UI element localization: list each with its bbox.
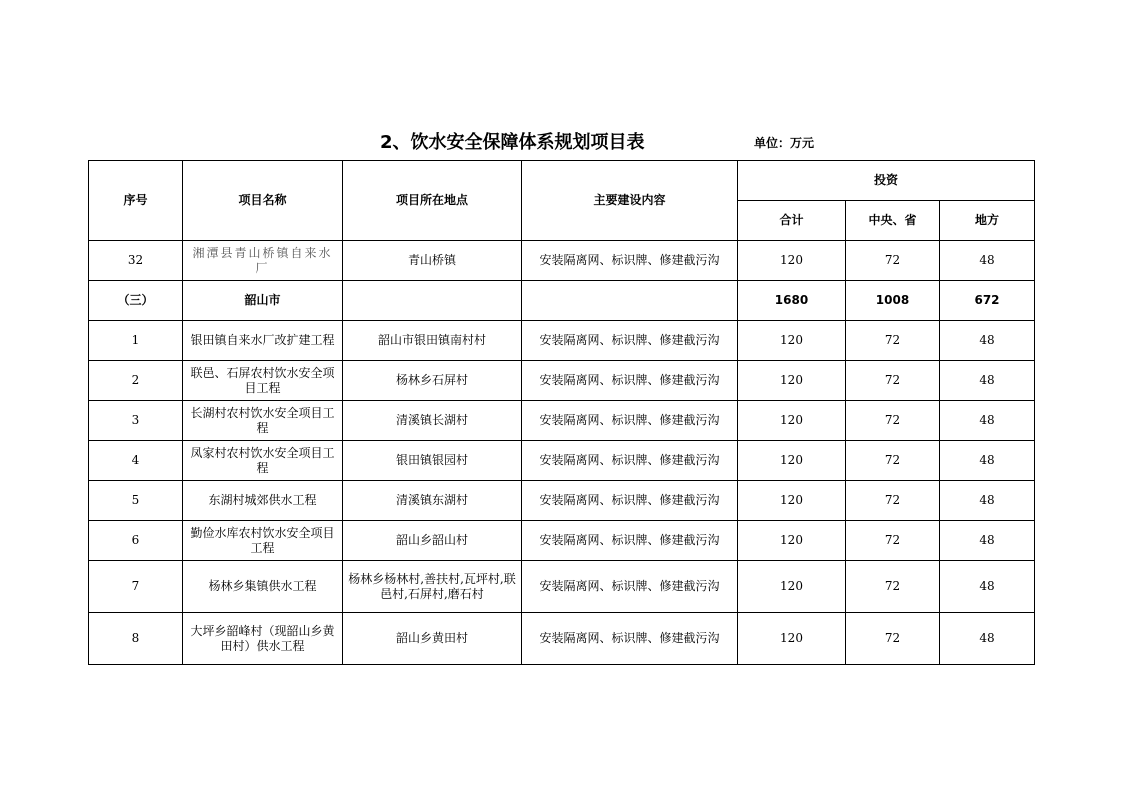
- table-row: [89, 521, 1035, 561]
- project-table: [88, 160, 1035, 665]
- header-name: 项目名称: [183, 161, 343, 241]
- cell-content: 安装隔离网、标识牌、修建截污沟: [522, 521, 738, 561]
- cell-name: 杨林乡集镇供水工程: [183, 561, 343, 613]
- cell-total: 120: [738, 521, 846, 561]
- cell-local: 48: [940, 561, 1035, 613]
- cell-content: [522, 281, 738, 321]
- cell-seq: 1: [89, 321, 183, 361]
- cell-total: 120: [738, 481, 846, 521]
- cell-name: 湘潭县青山桥镇自来水厂: [183, 241, 343, 281]
- cell-central: 72: [846, 481, 940, 521]
- cell-seq: 5: [89, 481, 183, 521]
- cell-name: 长湖村农村饮水安全项目工程: [183, 401, 343, 441]
- cell-content: 安装隔离网、标识牌、修建截污沟: [522, 401, 738, 441]
- cell-location: 杨林乡杨林村,善扶村,瓦坪村,联邑村,石屏村,磨石村: [343, 561, 522, 613]
- cell-central: 72: [846, 613, 940, 665]
- cell-total: 120: [738, 561, 846, 613]
- cell-name: 银田镇自来水厂改扩建工程: [183, 321, 343, 361]
- cell-seq: 32: [89, 241, 183, 281]
- table-row: [89, 481, 1035, 521]
- cell-name: 东湖村城郊供水工程: [183, 481, 343, 521]
- cell-location: 韶山乡黄田村: [343, 613, 522, 665]
- cell-central: 72: [846, 441, 940, 481]
- cell-location: 青山桥镇: [343, 241, 522, 281]
- cell-name: 凤家村农村饮水安全项目工程: [183, 441, 343, 481]
- cell-location: 韶山市银田镇南村村: [343, 321, 522, 361]
- cell-content: 安装隔离网、标识牌、修建截污沟: [522, 481, 738, 521]
- cell-seq: 2: [89, 361, 183, 401]
- cell-local: 48: [940, 361, 1035, 401]
- header-location: 项目所在地点: [343, 161, 522, 241]
- table-row-subtotal: [89, 281, 1035, 321]
- unit-label: 单位：万元: [754, 136, 815, 150]
- cell-central: 72: [846, 361, 940, 401]
- cell-location: 清溪镇东湖村: [343, 481, 522, 521]
- page-title: 2、饮水安全保障体系规划项目表: [380, 132, 645, 153]
- header-total: 合计: [738, 201, 846, 241]
- table-row: [89, 441, 1035, 481]
- cell-content: 安装隔离网、标识牌、修建截污沟: [522, 561, 738, 613]
- cell-location: [343, 281, 522, 321]
- header-local: 地方: [940, 201, 1035, 241]
- table-row: [89, 361, 1035, 401]
- cell-name: 大坪乡韶峰村（现韶山乡黄田村）供水工程: [183, 613, 343, 665]
- cell-name: 勤俭水库农村饮水安全项目工程: [183, 521, 343, 561]
- header-content: 主要建设内容: [522, 161, 738, 241]
- table-row: [89, 321, 1035, 361]
- cell-local: 48: [940, 521, 1035, 561]
- cell-local: 48: [940, 441, 1035, 481]
- cell-seq: 8: [89, 613, 183, 665]
- cell-central: 72: [846, 561, 940, 613]
- cell-central: 1008: [846, 281, 940, 321]
- cell-local: 48: [940, 241, 1035, 281]
- cell-name: 联邑、石屏农村饮水安全项目工程: [183, 361, 343, 401]
- cell-central: 72: [846, 521, 940, 561]
- cell-total: 120: [738, 361, 846, 401]
- cell-seq: 3: [89, 401, 183, 441]
- header-investment: 投资: [738, 161, 1035, 201]
- cell-name: 韶山市: [183, 281, 343, 321]
- cell-total: 120: [738, 401, 846, 441]
- cell-central: 72: [846, 401, 940, 441]
- cell-location: 银田镇银园村: [343, 441, 522, 481]
- table-row: [89, 401, 1035, 441]
- cell-central: 72: [846, 321, 940, 361]
- cell-local: 672: [940, 281, 1035, 321]
- cell-content: 安装隔离网、标识牌、修建截污沟: [522, 441, 738, 481]
- cell-seq: 6: [89, 521, 183, 561]
- cell-location: 韶山乡韶山村: [343, 521, 522, 561]
- cell-location: 清溪镇长湖村: [343, 401, 522, 441]
- cell-local: 48: [940, 321, 1035, 361]
- header-seq: 序号: [89, 161, 183, 241]
- cell-local: 48: [940, 481, 1035, 521]
- cell-total: 1680: [738, 281, 846, 321]
- cell-central: 72: [846, 241, 940, 281]
- header-central: 中央、省: [846, 201, 940, 241]
- table-row: [89, 613, 1035, 665]
- table-row: [89, 241, 1035, 281]
- cell-total: 120: [738, 613, 846, 665]
- cell-seq: 7: [89, 561, 183, 613]
- cell-local: 48: [940, 401, 1035, 441]
- cell-total: 120: [738, 441, 846, 481]
- cell-content: 安装隔离网、标识牌、修建截污沟: [522, 241, 738, 281]
- cell-content: 安装隔离网、标识牌、修建截污沟: [522, 361, 738, 401]
- table-row: [89, 561, 1035, 613]
- cell-seq: 4: [89, 441, 183, 481]
- cell-local: 48: [940, 613, 1035, 665]
- cell-seq: （三）: [89, 281, 183, 321]
- cell-total: 120: [738, 321, 846, 361]
- cell-total: 120: [738, 241, 846, 281]
- cell-location: 杨林乡石屏村: [343, 361, 522, 401]
- cell-content: 安装隔离网、标识牌、修建截污沟: [522, 613, 738, 665]
- cell-content: 安装隔离网、标识牌、修建截污沟: [522, 321, 738, 361]
